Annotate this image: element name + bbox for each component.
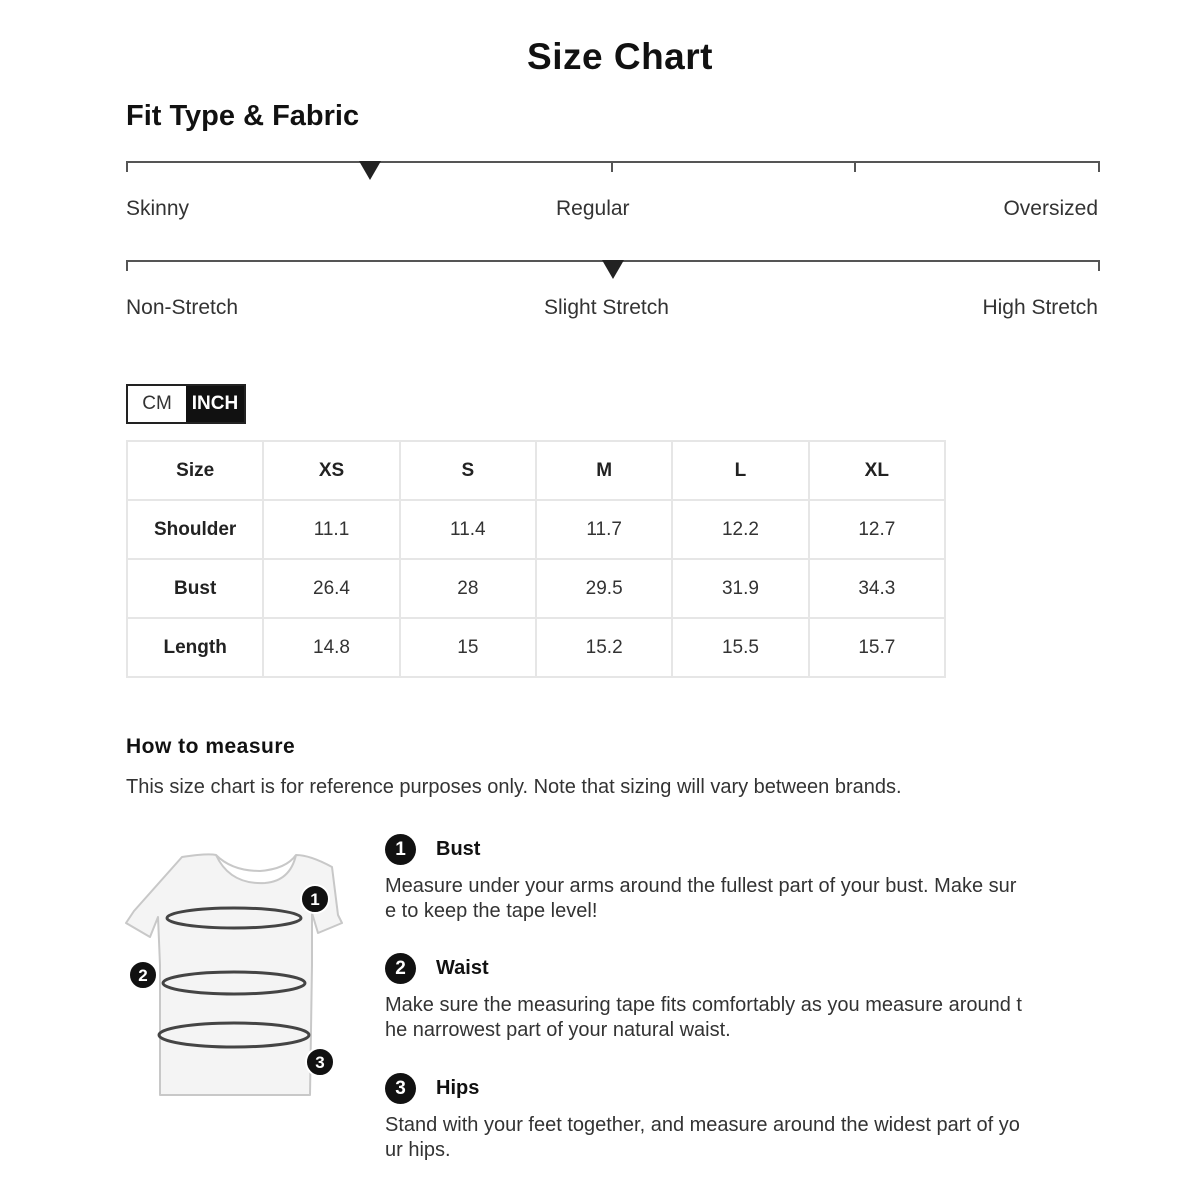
measure-step-hips xyxy=(385,1072,1035,1163)
table-cell: 14.8 xyxy=(263,618,399,677)
unit-cm-button[interactable]: CM xyxy=(128,386,186,422)
table-cell: 29.5 xyxy=(536,559,672,618)
page-title: Size Chart xyxy=(527,36,713,77)
stretch-scale-tick xyxy=(126,260,128,271)
fit-label-skinny: Skinny xyxy=(126,197,190,220)
stretch-scale-marker-icon xyxy=(602,260,624,279)
unit-inch-button[interactable]: INCH xyxy=(186,386,244,422)
step-title: Hips xyxy=(436,1076,480,1099)
table-cell: 15.2 xyxy=(536,618,672,677)
step-description: Stand with your feet together, and measure around the widest part of your hips. xyxy=(385,1114,1020,1161)
table-header-row xyxy=(127,441,945,500)
table-cell: 15 xyxy=(400,618,536,677)
fit-scale-tick xyxy=(126,161,128,172)
table-cell: 26.4 xyxy=(263,559,399,618)
fit-scale-line xyxy=(126,161,1100,163)
tshirt-measure-illustration xyxy=(120,845,350,1110)
table-row-label: Bust xyxy=(127,559,263,618)
marker-2-icon xyxy=(129,961,157,989)
table-header-cell: S xyxy=(400,441,536,500)
svg-text:1: 1 xyxy=(310,890,320,909)
how-to-measure-title: How to measure xyxy=(126,735,296,758)
fit-scale-tick xyxy=(1098,161,1100,172)
fit-label-regular: Regular xyxy=(556,197,630,220)
table-row-label: Length xyxy=(127,618,263,677)
fit-scale-tick xyxy=(854,161,856,172)
table-row xyxy=(127,500,945,559)
step-title: Bust xyxy=(436,837,481,860)
size-table xyxy=(126,440,946,678)
table-cell: 15.7 xyxy=(809,618,945,677)
how-to-measure-note: This size chart is for reference purposes only. Note that sizing will vary between brands. xyxy=(126,776,902,798)
table-cell: 31.9 xyxy=(672,559,808,618)
table-header-cell: XS xyxy=(263,441,399,500)
step-number-badge: 1 xyxy=(385,834,416,865)
marker-1-icon xyxy=(301,885,329,913)
fit-type-scale xyxy=(126,161,1100,171)
measure-step-bust xyxy=(385,833,1035,924)
table-cell: 28 xyxy=(400,559,536,618)
step-number-badge: 2 xyxy=(385,953,416,984)
svg-text:3: 3 xyxy=(315,1053,325,1072)
table-cell: 34.3 xyxy=(809,559,945,618)
table-cell: 11.1 xyxy=(263,500,399,559)
stretch-scale xyxy=(126,260,1100,270)
fit-label-oversized: Oversized xyxy=(1003,197,1098,220)
table-header-cell: L xyxy=(672,441,808,500)
fit-section-title: Fit Type & Fabric xyxy=(126,100,360,132)
marker-3-icon xyxy=(306,1048,334,1076)
table-cell: 12.2 xyxy=(672,500,808,559)
step-title: Waist xyxy=(436,956,489,979)
fit-scale-tick xyxy=(611,161,613,172)
measure-step-waist xyxy=(385,952,1035,1043)
stretch-scale-tick xyxy=(1098,260,1100,271)
table-header-cell: XL xyxy=(809,441,945,500)
step-number-badge: 3 xyxy=(385,1073,416,1104)
fit-scale-marker-icon xyxy=(359,161,381,180)
table-cell: 12.7 xyxy=(809,500,945,559)
table-row-label: Shoulder xyxy=(127,500,263,559)
stretch-label-slight: Slight Stretch xyxy=(544,296,669,319)
table-cell: 15.5 xyxy=(672,618,808,677)
step-description: Make sure the measuring tape fits comfortably as you measure around the narrowest part of your natural waist. xyxy=(385,994,1022,1041)
table-header-cell: Size xyxy=(127,441,263,500)
table-row xyxy=(127,618,945,677)
step-description: Measure under your arms around the fullest part of your bust. Make sure to keep the tape level! xyxy=(385,875,1017,922)
stretch-label-non: Non-Stretch xyxy=(126,296,239,319)
table-header-cell: M xyxy=(536,441,672,500)
svg-text:2: 2 xyxy=(138,966,148,985)
stretch-label-high: High Stretch xyxy=(982,296,1098,319)
table-row xyxy=(127,559,945,618)
table-cell: 11.4 xyxy=(400,500,536,559)
unit-toggle xyxy=(126,384,246,424)
table-cell: 11.7 xyxy=(536,500,672,559)
